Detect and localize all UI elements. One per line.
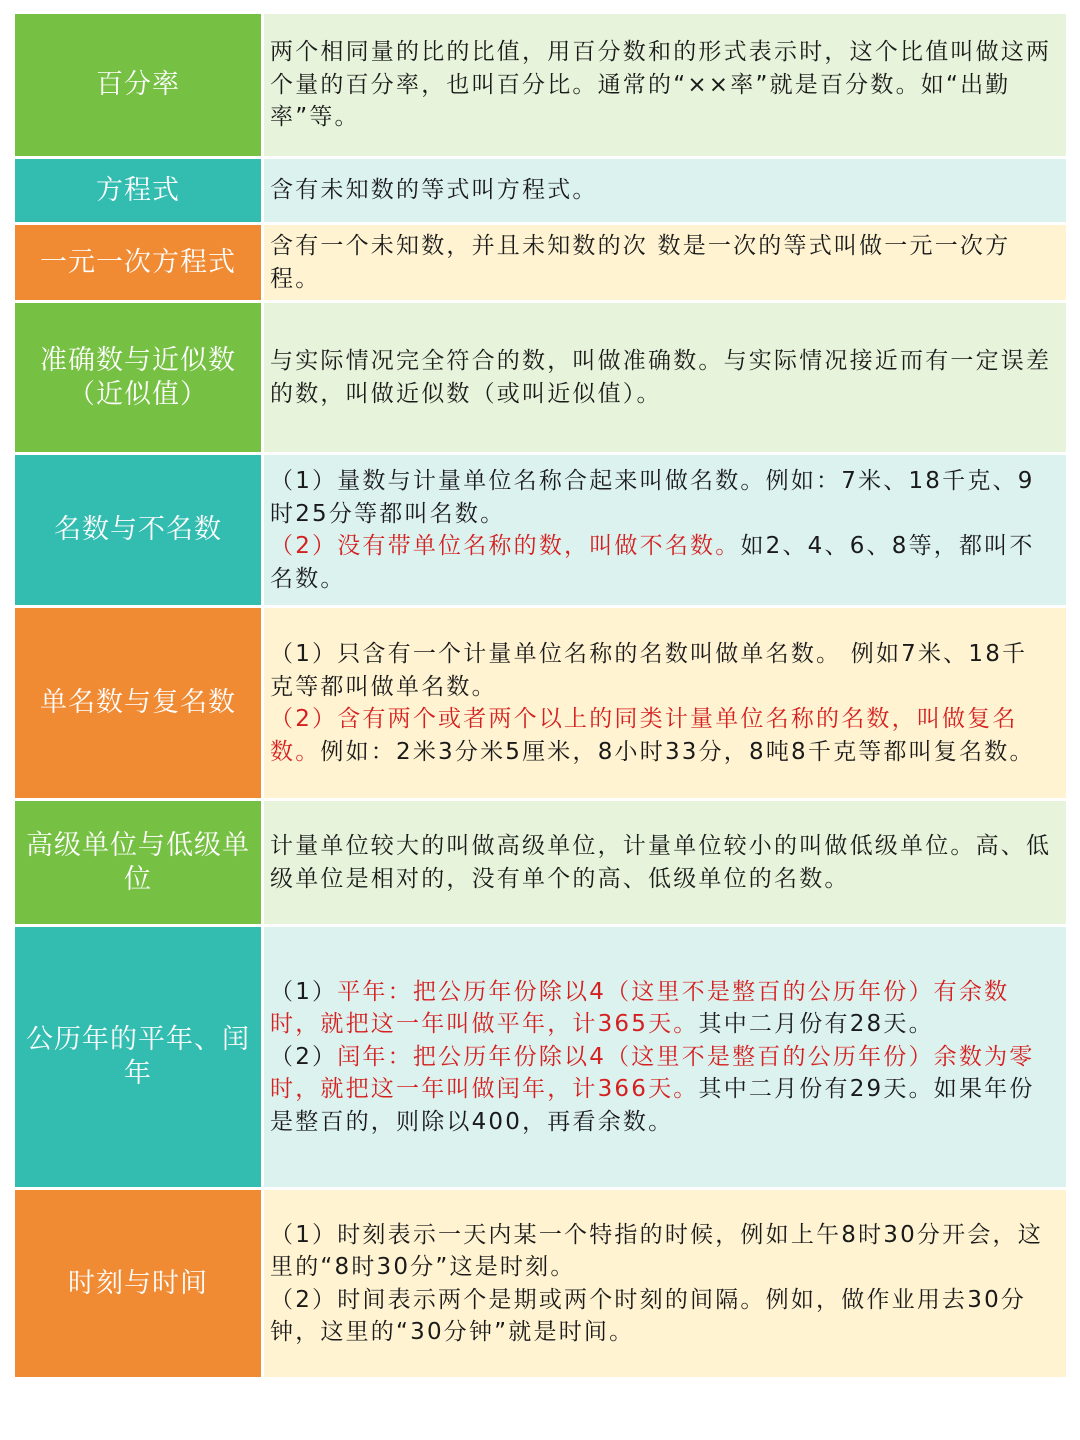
definition-paragraph	[270, 1284, 1052, 1349]
body-text: （1）	[270, 978, 338, 1005]
body-text: 其中二月份有29天。如果年份是整百的，则除以400，再看余数。	[270, 1076, 1035, 1135]
term-label: 方程式	[15, 159, 264, 222]
definition-text	[264, 303, 1066, 452]
definition-text	[264, 159, 1066, 222]
definition-paragraph	[270, 976, 1052, 1041]
body-text: 其中二月份有28天。	[698, 1011, 934, 1038]
body-text: 计量单位较大的叫做高级单位，计量单位较小的叫做低级单位。高、低级单位是相对的，没有单个的高、低级单位的名数。	[270, 833, 1052, 892]
body-text: 如2、4、6、8等，都叫不名数。	[270, 533, 1035, 592]
definition-text	[264, 801, 1066, 924]
definition-text	[264, 225, 1066, 300]
term-label: 准确数与近似数（近似值）	[15, 303, 264, 452]
term-label: 高级单位与低级单位	[15, 801, 264, 924]
table-row	[15, 14, 1066, 159]
term-label: 一元一次方程式	[15, 225, 264, 300]
term-label: 单名数与复名数	[15, 608, 264, 798]
term-label: 时刻与时间	[15, 1190, 264, 1377]
body-text: 例如：2米3分米5厘米，8小时33分，8吨8千克等都叫复名数。	[320, 738, 1035, 765]
highlighted-text: 平年：把公历年份除以4（这里不是整百的公历年份）有余数时，就把这一年叫做平年，计365天。	[270, 978, 1010, 1038]
table-row	[15, 303, 1066, 455]
body-text: （1）只含有一个计量单位名称的名数叫做单名数。 例如7米、18千克等都叫做单名数。	[270, 641, 1028, 700]
body-text: 与实际情况完全符合的数，叫做准确数。与实际情况接近而有一定误差的数，叫做近似数（或叫近似值）。	[270, 348, 1052, 407]
definition-paragraph	[270, 174, 1052, 207]
term-label: 公历年的平年、闰年	[15, 927, 264, 1187]
definition-paragraph	[270, 465, 1052, 530]
body-text: （1）时刻表示一天内某一个特指的时候，例如上午8时30分开会，这里的“8时30分”这是时刻。	[270, 1221, 1043, 1280]
definition-paragraph	[270, 1041, 1052, 1139]
definition-text	[264, 455, 1066, 605]
definition-paragraph	[270, 703, 1052, 768]
definition-paragraph	[270, 638, 1052, 703]
definition-text	[264, 608, 1066, 798]
definition-paragraph	[270, 345, 1052, 410]
definition-text	[264, 927, 1066, 1187]
table-row	[15, 159, 1066, 225]
definitions-table	[15, 14, 1066, 1377]
definition-paragraph	[270, 230, 1052, 295]
table-row	[15, 1190, 1066, 1377]
body-text: 两个相同量的比的比值，用百分数和的形式表示时，这个比值叫做这两个量的百分率，也叫百分比。通常的“××率”就是百分数。如“出勤率”等。	[270, 39, 1052, 131]
definition-paragraph	[270, 530, 1052, 595]
table-row	[15, 608, 1066, 801]
definition-text	[264, 14, 1066, 156]
body-text: （2）	[270, 1043, 338, 1070]
body-text: 含有一个未知数，并且未知数的次 数是一次的等式叫做一元一次方程。	[270, 233, 1011, 292]
definition-text	[264, 1190, 1066, 1377]
body-text: 含有未知数的等式叫方程式。	[270, 177, 598, 204]
table-row	[15, 455, 1066, 608]
body-text: （2）时间表示两个是期或两个时刻的间隔。例如，做作业用去30分钟，这里的“30分钟”就是时间。	[270, 1286, 1027, 1345]
table-row	[15, 225, 1066, 303]
term-label: 百分率	[15, 14, 264, 156]
definition-paragraph	[270, 1219, 1052, 1284]
definition-paragraph	[270, 830, 1052, 895]
term-label: 名数与不名数	[15, 455, 264, 605]
definition-paragraph	[270, 36, 1052, 134]
highlighted-text: 闰年：把公历年份除以4（这里不是整百的公历年份）余数为零时，就把这一年叫做闰年，计366天。	[270, 1043, 1035, 1103]
highlighted-text: （2）含有两个或者两个以上的同类计量单位名称的名数，叫做复名数。	[270, 706, 1018, 765]
highlighted-text: （2）没有带单位名称的数，叫做不名数。	[270, 533, 741, 559]
body-text: （1）量数与计量单位名称合起来叫做名数。例如：7米、18千克、9时25分等都叫名数。	[270, 468, 1035, 527]
table-row	[15, 927, 1066, 1190]
table-row	[15, 801, 1066, 927]
